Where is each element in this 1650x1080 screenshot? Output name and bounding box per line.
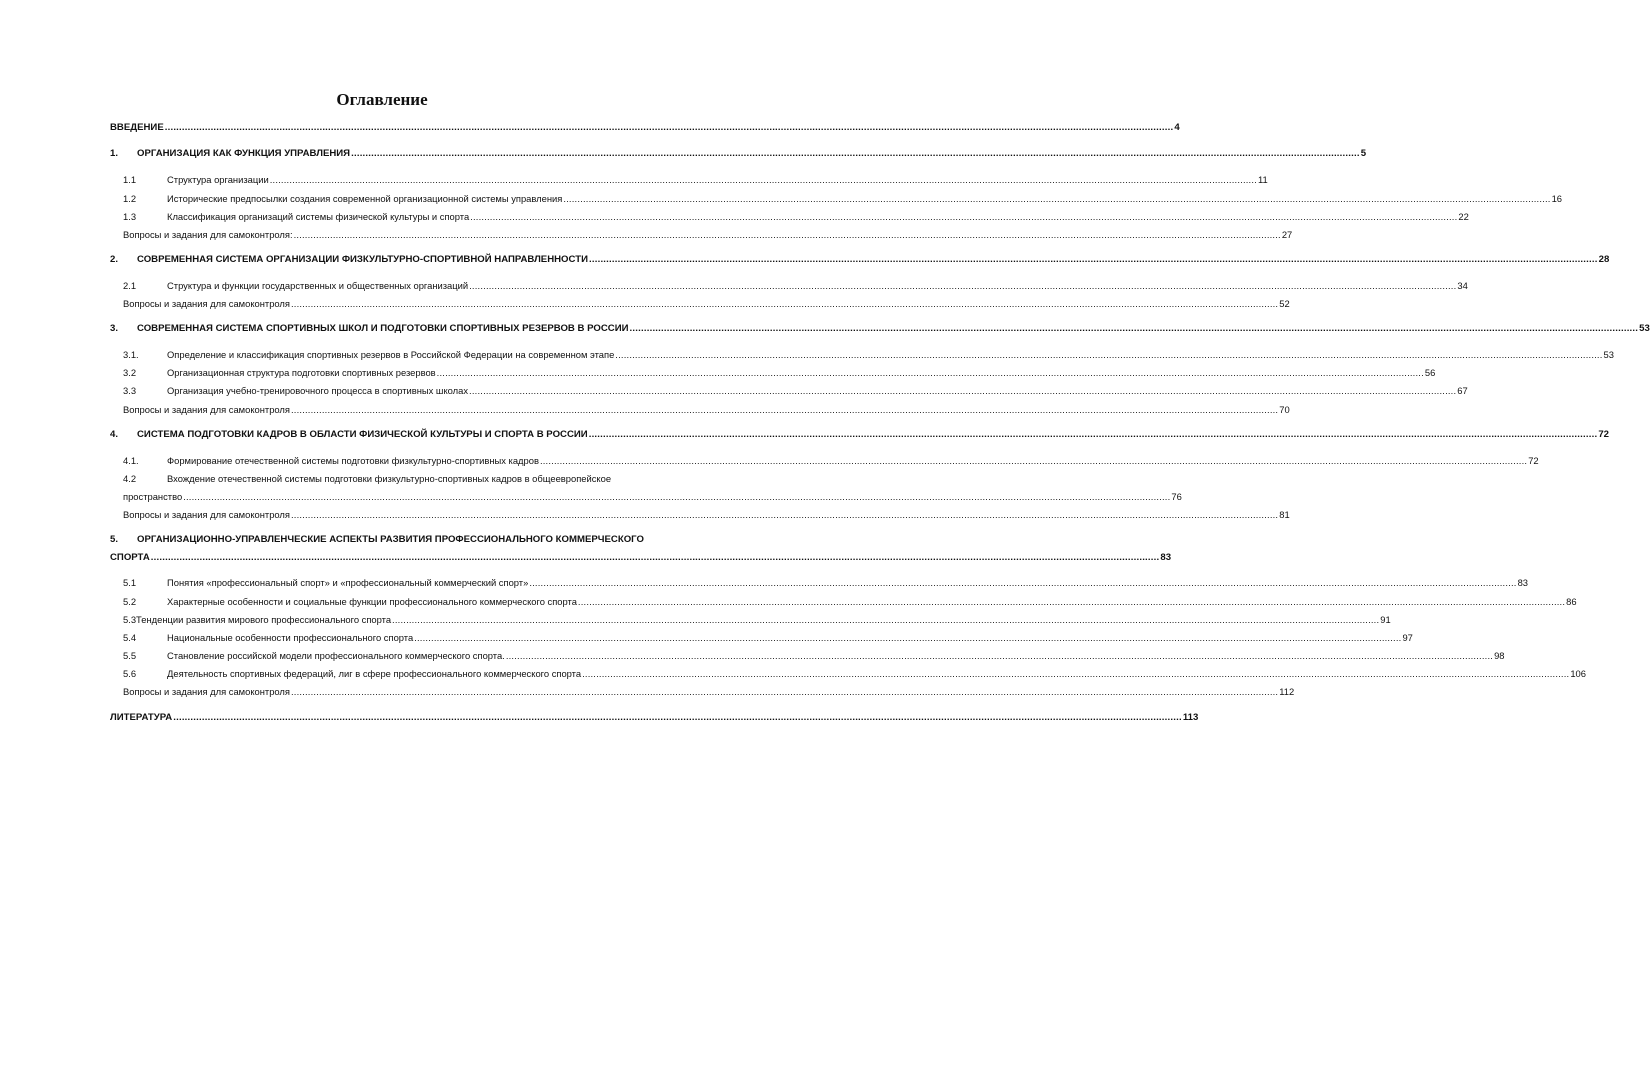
toc-entry-5-1[interactable] — [123, 577, 1528, 589]
toc-page-number: 56 — [1424, 367, 1436, 378]
toc-page-number: 5 — [1360, 148, 1367, 159]
toc-leader — [589, 429, 1598, 441]
toc-entry-4-2-first-line[interactable] — [123, 473, 611, 485]
toc-leader — [392, 614, 1379, 626]
toc-entry-label: ОРГАНИЗАЦИЯ КАК ФУНКЦИЯ УПРАВЛЕНИЯ — [137, 148, 351, 159]
toc-leader — [291, 298, 1278, 310]
toc-entry-number: 5.5 — [123, 650, 137, 661]
toc-entry-number: 5.3 — [123, 614, 137, 625]
toc-entry-3-3[interactable] — [123, 385, 1468, 397]
toc-page-number: 27 — [1281, 229, 1293, 240]
toc-entry-number: 4.1. — [123, 455, 139, 466]
toc-entry-label-continuation: СПОРТА — [110, 552, 150, 563]
toc-page-number: 72 — [1528, 455, 1539, 466]
toc-entry-5-5[interactable] — [123, 650, 1505, 662]
toc-entry-number: 5.1 — [123, 577, 137, 588]
toc-entry-label: Исторические предпосылки создания современной организационной системы управления — [167, 193, 563, 204]
toc-entry-number: 4.2 — [123, 473, 137, 484]
toc-entry-label: Вхождение отечественной системы подготовки физкультурно-спортивных кадров в общеевропейское — [167, 473, 612, 484]
toc-entry-3-2[interactable] — [123, 367, 1436, 379]
toc-entry-5-6[interactable] — [123, 668, 1586, 680]
toc-entry-label: Вопросы и задания для самоконтроля — [123, 686, 290, 697]
toc-entry-number: 1.3 — [123, 211, 137, 222]
toc-page-number: 34 — [1457, 280, 1468, 291]
toc-leader — [470, 211, 1457, 223]
toc-leader — [506, 650, 1493, 662]
toc-entry-4-2-continuation[interactable] — [123, 491, 1182, 503]
toc-entry-label: Структура организации — [167, 174, 269, 185]
toc-page-number: 11 — [1257, 174, 1268, 185]
toc-entry-chapter-5-first-line[interactable] — [110, 534, 644, 546]
toc-entry-number: 2. — [110, 254, 119, 265]
toc-entry-intro[interactable] — [110, 122, 1180, 134]
toc-entry-chapter-1[interactable] — [110, 148, 1367, 160]
toc-entry-label: СОВРЕМЕННАЯ СИСТЕМА СПОРТИВНЫХ ШКОЛ И ПОДГОТОВКИ СПОРТИВНЫХ РЕЗЕРВОВ В РОССИИ — [137, 323, 629, 334]
toc-page-number: 28 — [1598, 254, 1610, 265]
toc-leader — [291, 404, 1278, 416]
toc-entry-chapter-4[interactable] — [110, 429, 1610, 441]
toc-leader — [173, 712, 1182, 724]
toc-entry-label: ЛИТЕРАТУРА — [110, 712, 173, 723]
toc-entry-label: Формирование отечественной системы подготовки физкультурно-спортивных кадров — [167, 455, 539, 466]
toc-entry-1-3[interactable] — [123, 211, 1469, 223]
toc-leader — [469, 280, 1456, 292]
toc-leader — [151, 552, 1160, 564]
toc-page-number: 97 — [1402, 632, 1413, 643]
toc-entry-number: 4. — [110, 429, 119, 440]
toc-entry-5-3[interactable] — [123, 614, 1391, 626]
toc-entry-label: Классификация организаций системы физической культуры и спорта — [167, 211, 470, 222]
toc-entry-3-1[interactable] — [123, 349, 1614, 361]
toc-entry-chapter-2[interactable] — [110, 254, 1610, 266]
toc-leader — [563, 193, 1550, 205]
toc-entry-label: Вопросы и задания для самоконтроля — [123, 404, 290, 415]
toc-page-number: 91 — [1380, 614, 1391, 625]
toc-entry-2-1[interactable] — [123, 280, 1468, 292]
toc-leader — [291, 509, 1278, 521]
toc-page-number: 113 — [1182, 712, 1199, 723]
toc-entry-3-questions[interactable] — [123, 404, 1290, 416]
toc-page-number: 70 — [1279, 404, 1290, 415]
toc-entry-number: 1.2 — [123, 193, 137, 204]
toc-entry-5-questions[interactable] — [123, 686, 1295, 698]
toc-leader — [351, 148, 1360, 160]
toc-entry-5-2[interactable] — [123, 596, 1577, 608]
toc-leader — [414, 632, 1401, 644]
toc-entry-label: СОВРЕМЕННАЯ СИСТЕМА ОРГАНИЗАЦИИ ФИЗКУЛЬТУРНО-СПОРТИВНОЙ НАПРАВЛЕННОСТИ — [137, 254, 588, 265]
toc-leader — [270, 174, 1257, 186]
toc-page-number: 81 — [1279, 509, 1290, 520]
toc-entry-number: 1. — [110, 148, 119, 159]
toc-page-number: 106 — [1570, 668, 1586, 679]
toc-entry-1-questions[interactable] — [123, 229, 1293, 241]
toc-page-number: 4 — [1174, 122, 1180, 133]
toc-entry-number: 5.4 — [123, 632, 137, 643]
toc-entry-1-2[interactable] — [123, 193, 1563, 205]
toc-page-number: 112 — [1279, 686, 1295, 697]
toc-entry-label-continuation: пространство — [123, 491, 183, 502]
toc-entry-label: Структура и функции государственных и общественных организаций — [167, 280, 469, 291]
toc-leader — [589, 254, 1598, 266]
toc-entry-label: Национальные особенности профессионального спорта — [167, 632, 414, 643]
toc-leader — [437, 367, 1424, 379]
toc-entry-number: 1.1 — [123, 174, 137, 185]
toc-entry-number: 5.2 — [123, 596, 137, 607]
toc-page-number: 98 — [1494, 650, 1505, 661]
toc-entry-label: Организация учебно-тренировочного процесса в спортивных школах — [167, 385, 469, 396]
toc-entry-number: 3.2 — [123, 367, 137, 378]
toc-leader — [529, 577, 1516, 589]
toc-leader — [165, 122, 1174, 134]
toc-page-number: 67 — [1457, 385, 1468, 396]
toc-leader — [291, 686, 1278, 698]
toc-page-number: 53 — [1603, 349, 1614, 360]
toc-entry-label: Становление российской модели профессионального коммерческого спорта. — [167, 650, 505, 661]
toc-page-number: 83 — [1517, 577, 1528, 588]
toc-entry-number: 5. — [110, 534, 119, 545]
toc-leader — [540, 455, 1527, 467]
toc-leader — [578, 596, 1565, 608]
toc-entry-label: Тенденции развития мирового профессионального спорта — [136, 614, 392, 625]
toc-leader — [469, 385, 1456, 397]
toc-entry-1-1[interactable] — [123, 174, 1268, 186]
toc-entry-number: 3. — [110, 323, 119, 334]
toc-entry-label: Характерные особенности и социальные функции профессионального коммерческого спорта — [167, 596, 577, 607]
toc-entry-number: 2.1 — [123, 280, 137, 291]
toc-entry-label: Вопросы и задания для самоконтроля: — [123, 229, 293, 240]
toc-entry-label: Организационная структура подготовки спортивных резервов — [167, 367, 436, 378]
toc-entry-4-1[interactable] — [123, 455, 1539, 467]
toc-page-number: 86 — [1566, 596, 1577, 607]
toc-entry-5-4[interactable] — [123, 632, 1413, 644]
toc-page-number: 53 — [1639, 323, 1650, 334]
toc-leader — [294, 229, 1281, 241]
toc-entry-2-questions[interactable] — [123, 298, 1290, 310]
toc-entry-label: Вопросы и задания для самоконтроля — [123, 509, 290, 520]
toc-leader — [615, 349, 1602, 361]
toc-page-number: 83 — [1160, 552, 1172, 563]
toc-entry-label: Вопросы и задания для самоконтроля — [123, 298, 290, 309]
toc-page-number: 72 — [1598, 429, 1610, 440]
toc-entry-number: 3.1. — [123, 349, 139, 360]
toc-leader — [582, 668, 1569, 680]
toc-page-number: 22 — [1458, 211, 1469, 222]
toc-entry-label: СИСТЕМА ПОДГОТОВКИ КАДРОВ В ОБЛАСТИ ФИЗИЧЕСКОЙ КУЛЬТУРЫ И СПОРТА В РОССИИ — [137, 429, 588, 440]
toc-entry-number: 5.6 — [123, 668, 137, 679]
toc-entry-label: Деятельность спортивных федераций, лиг в сфере профессионального коммерческого спорта — [167, 668, 582, 679]
toc-leader — [630, 323, 1639, 335]
toc-entry-chapter-5-continuation[interactable] — [110, 552, 1172, 564]
toc-title: Оглавление — [336, 90, 428, 109]
toc-entry-label: ОРГАНИЗАЦИОННО-УПРАВЛЕНЧЕСКИЕ АСПЕКТЫ РАЗВИТИЯ ПРОФЕССИОНАЛЬНОГО КОММЕРЧЕСКОГО — [137, 534, 644, 545]
toc-entry-4-questions[interactable] — [123, 509, 1290, 521]
toc-entry-literature[interactable] — [110, 712, 1199, 724]
toc-entry-label: Понятия «профессиональный спорт» и «профессиональный коммерческий спорт» — [167, 577, 529, 588]
toc-page-number: 16 — [1551, 193, 1563, 204]
toc-page-number: 76 — [1171, 491, 1182, 502]
toc-page-number: 52 — [1279, 298, 1290, 309]
toc-entry-label: ВВЕДЕНИЕ — [110, 122, 164, 133]
toc-entry-number: 3.3 — [123, 385, 137, 396]
toc-entry-label: Определение и классификация спортивных резервов в Российской Федерации на современном этапе — [167, 349, 615, 360]
toc-leader — [183, 491, 1170, 503]
toc-entry-chapter-3[interactable] — [110, 323, 1650, 335]
